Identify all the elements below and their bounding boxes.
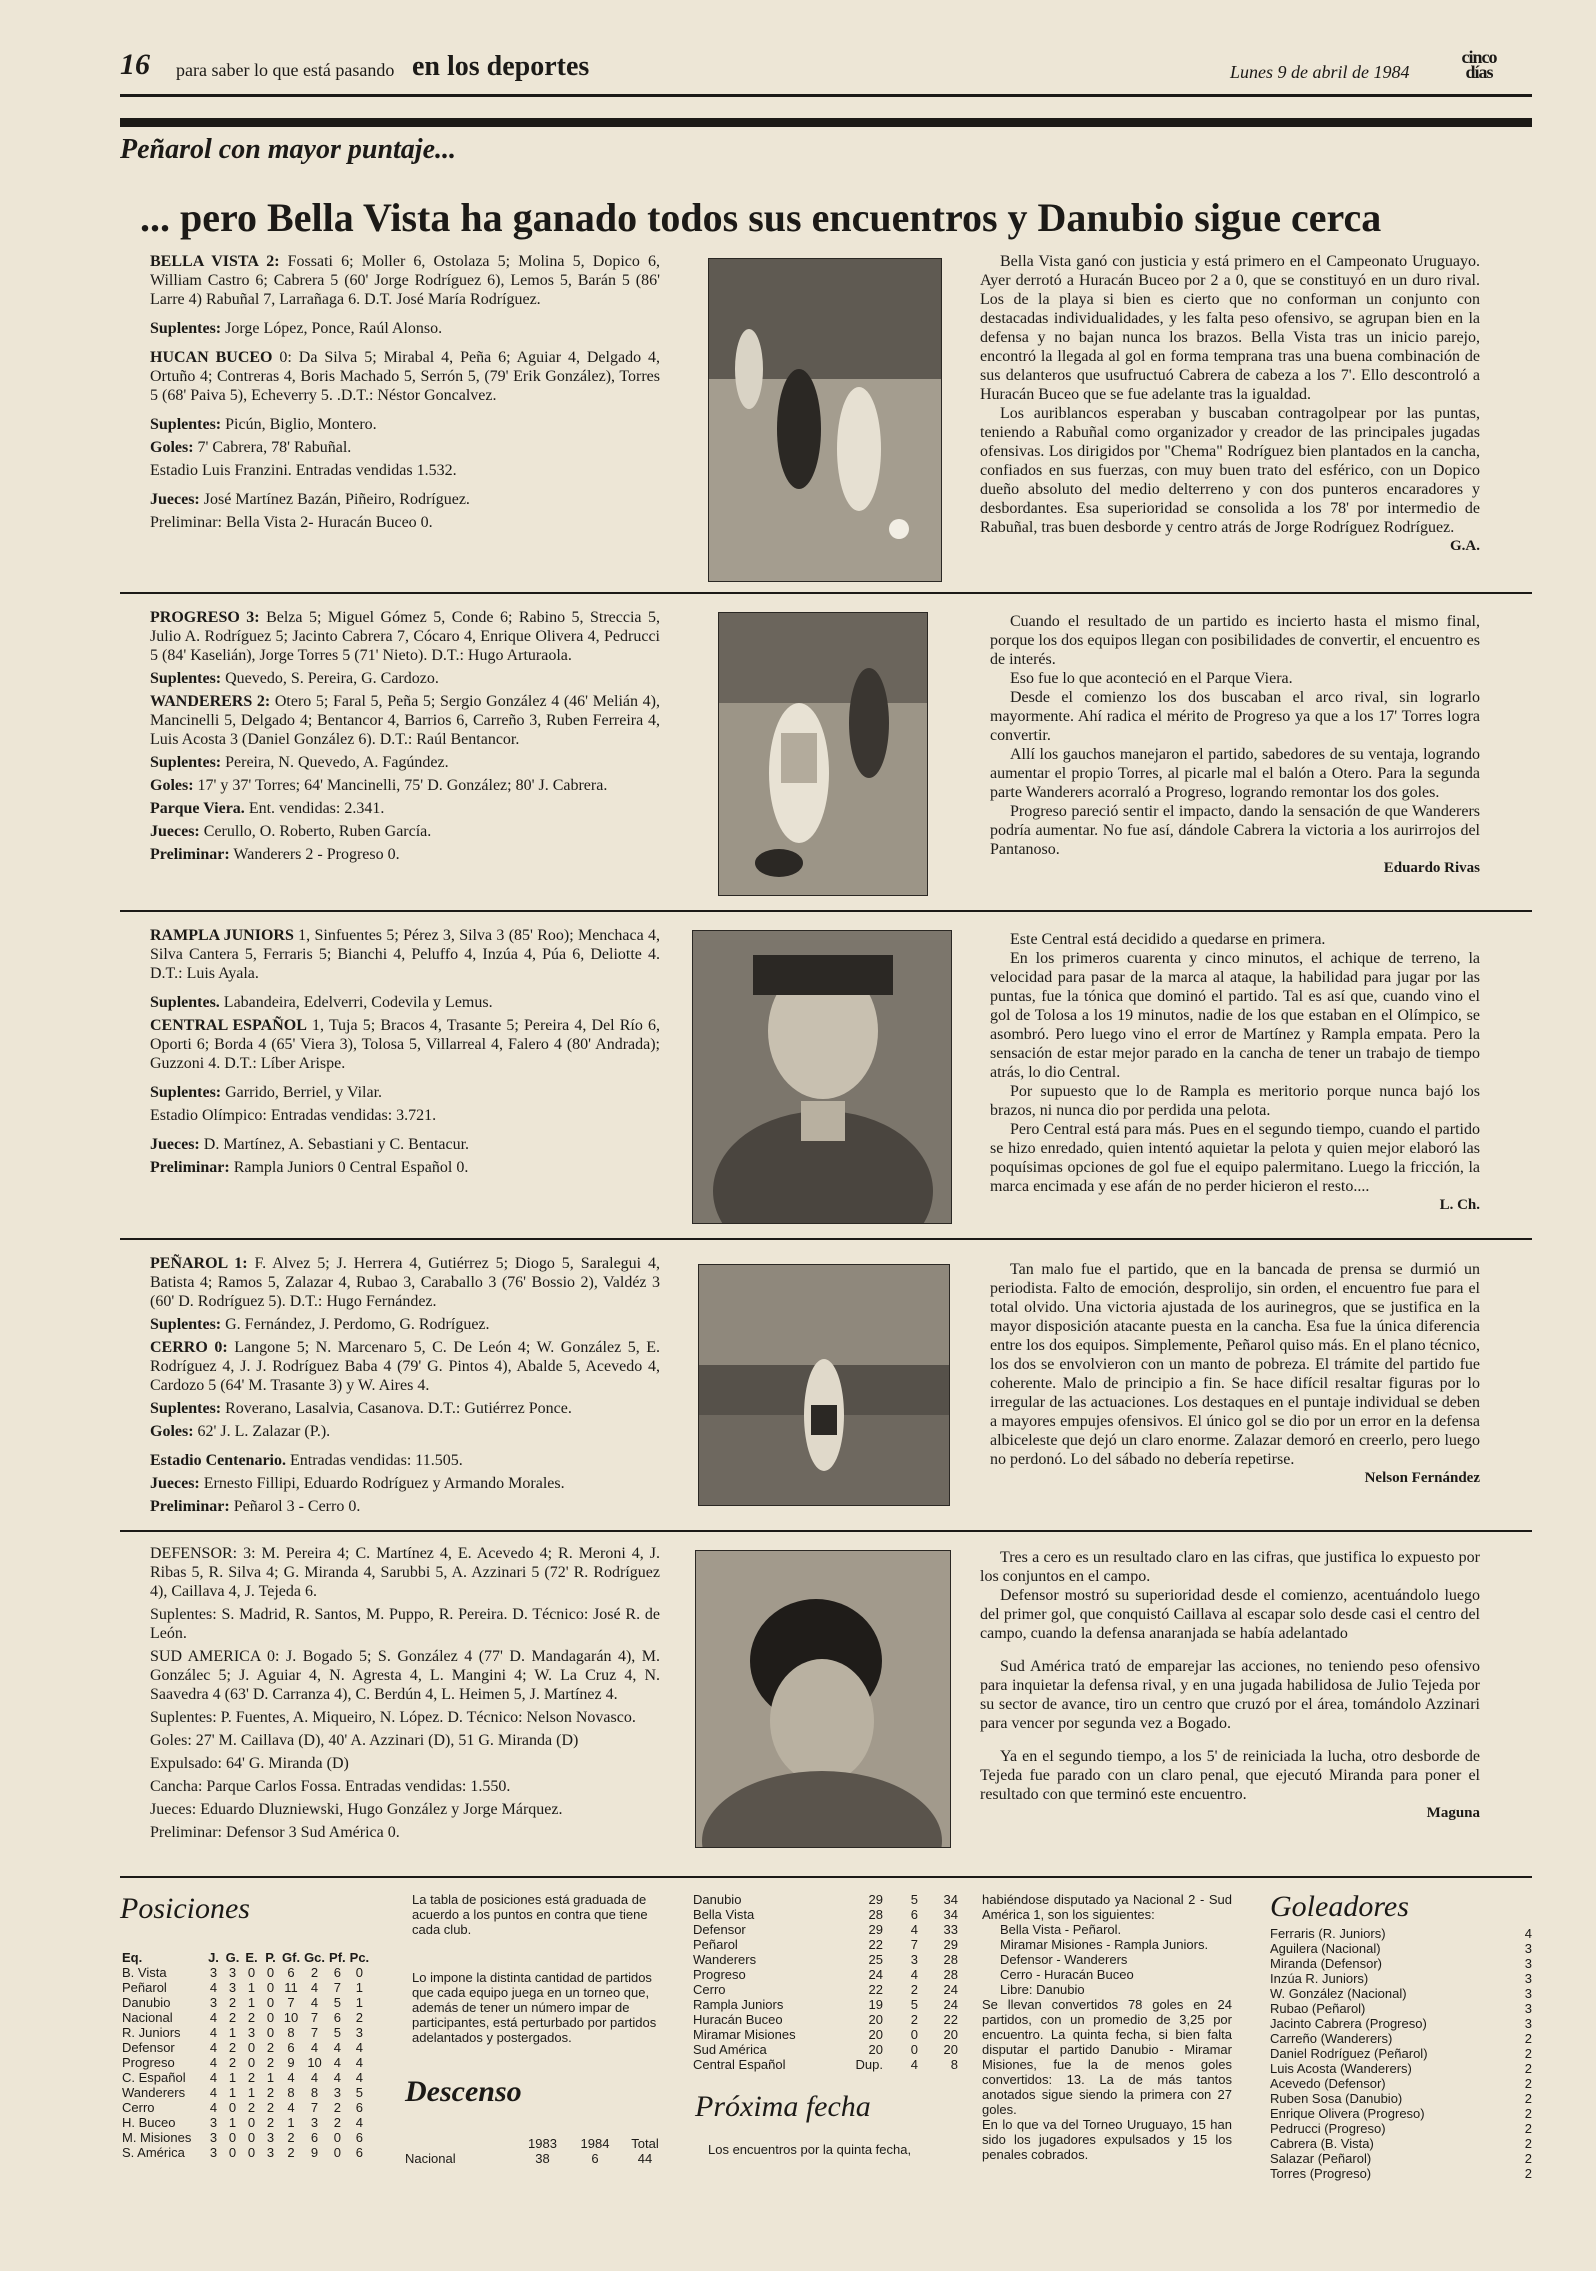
- lineup-line: Preliminar: Peñarol 3 - Cerro 0.: [150, 1498, 361, 1515]
- descenso-list-row: Cerro 22 2 24: [693, 1982, 958, 1997]
- match-photo-2: [718, 612, 928, 896]
- lineup-line: Jueces: Ernesto Fillipi, Eduardo Rodríguez y Armando Morales.: [150, 1475, 565, 1492]
- descenso-title: Descenso: [405, 2075, 522, 2108]
- story-paragraph: Tan malo fue el partido, que en la bancada de prensa se durmió un periodista. Falto de emoción, desprolijo, sin orden, el encuentro fue para el total olvido. Una victoria ajustada de los aurinegros, que se justifica en la mayor disposición atacante puesta en la cancha. Esa fue la única diferencia entre los dos equipos. Simplemente, Peñarol quiso más. En el plano técnico, los dos se envolvieron con un manto de pobreza. El trámite del partido fue coherente. Malo de principio a fin. Se hace difícil resaltar figuras por lo irregular de las actuaciones. Los destaques en el puntaje individual se deben a mayores empujes ofensivos. El único gol se dio por un error en la defensa albiceleste que dejó un claro enorme. Zalazar demoró en creerlo, pero luego no perdonó. Lo del sábado no debería repetirse.: [990, 1261, 1480, 1468]
- lineup-line: DEFENSOR: 3: M. Pereira 4; C. Martínez 4, E. Acevedo 4; R. Meroni 4, J. Ribas 5, R. Silva 4; G. Miranda 4, Sarubbi 5, A. Azzinari 5 (72' R. Rodríguez 4), Caillava 4, J. Tejeda 6.: [150, 1545, 660, 1600]
- byline: L. Ch.: [1439, 1197, 1480, 1213]
- section-divider: [120, 592, 1532, 594]
- lineup-line: Preliminar: Rampla Juniors 0 Central Español 0.: [150, 1159, 469, 1176]
- proxima-line: En lo que va del Torneo Uruguayo, 15 han sido los jugadores expulsados y 15 los penales cobrados.: [982, 2117, 1232, 2162]
- descenso-list-row: Bella Vista 28 6 34: [693, 1907, 958, 1922]
- story-paragraph: Tres a cero es un resultado claro en las cifras, que justifica lo expuesto por los conjuntos en el campo.: [980, 1549, 1480, 1585]
- story-paragraph: Este Central está decidido a quedarse en primera.: [1010, 931, 1326, 948]
- match-photo-5: [695, 1550, 951, 1848]
- scorer-row: Ruben Sosa (Danubio) 2: [1270, 2091, 1532, 2106]
- lineup-line: PROGRESO 3: Belza 5; Miguel Gómez 5, Conde 6; Rabino 5, Streccia 5, Julio A. Rodríguez 5; Jacinto Cabrera 7, Cócaro 4, Enrique Olivera 4, Pedrucci 5 (84' Kaselián), Jorge Torres 5 (71' Nieto). D.T.: Hugo Arturaola.: [150, 609, 660, 664]
- proxima-text: [982, 1892, 1232, 2162]
- match-photo-1: [708, 258, 942, 582]
- masthead-tagline: para saber lo que está pasando: [176, 60, 395, 80]
- lineup-line: Suplentes: Quevedo, S. Pereira, G. Cardozo.: [150, 670, 439, 687]
- descenso-list-row: Progreso 24 4 28: [693, 1967, 958, 1982]
- descenso-list-row: Rampla Juniors 19 5 24: [693, 1997, 958, 2012]
- scorer-row: Salazar (Peñarol) 2: [1270, 2151, 1532, 2166]
- story-paragraph: Los auriblancos esperaban y buscaban contragolpear por las puntas, teniendo a Rabuñal como organizador y creador de las principales jugadas ofensivas. Los dirigidos por "Chema" Rodríguez bien plantados en la cancha, confiados en sus fuerzas, con muy buen trato del esférico, con un Dopico dueño absoluto del medio delterreno y con dos punteros encaradores y desbordantes. Esa superioridad se consolida a los 78' por intermedio de Rabuñal, tras buen desborde y centro atrás de Jorge Rodríguez Rodríguez.: [980, 405, 1480, 536]
- standings-row: Wanderers 4 1 1 2 8 8 3 5: [122, 2085, 364, 2100]
- descenso-list-row: Miramar Misiones 20 0 20: [693, 2027, 958, 2042]
- section-divider: [120, 1876, 1532, 1878]
- lineup-line: Suplentes: Roverano, Lasalvia, Casanova. D.T.: Gutiérrez Ponce.: [150, 1400, 572, 1417]
- descenso-list-row: Central Español Dup. 4 8: [693, 2057, 958, 2072]
- standings-row: Progreso 4 2 0 2 9 10 4 4: [122, 2055, 364, 2070]
- lineup-line: Suplentes: Garrido, Berriel, y Vilar.: [150, 1084, 383, 1101]
- story-paragraph: En los primeros cuarenta y cinco minutos, el achique de terreno, la velocidad para pasar de la marca al ataque, la habilidad para jugar por las puntas, fue la tónica que dominó el partido. Tal es así que, cuando vino el gol de Tolosa a los 19 minutos, nadie de los que estaban en el Olímpico, se asombró. Pero luego vino el error de Martínez y Rampla empata. Pero la sensación de estar mejor parado en la cancha de tener un trabajo de tiempo atrás, lo dio Central.: [990, 950, 1480, 1081]
- standings-row: H. Buceo 3 1 0 2 1 3 2 4: [122, 2115, 364, 2130]
- lineup-match-2: [150, 608, 660, 868]
- lineup-line: HUCAN BUCEO 0: Da Silva 5; Mirabal 4, Peña 6; Aguiar 4, Delgado 4, Ortuño 4; Contreras 4, Boris Machado 5, Serrón 5, (79' Erik González), Torres 5 (68' Paiva 5), Echeverry 5. .D.T.: Néstor Goncalvez.: [150, 349, 661, 404]
- lineup-line: Goles: 27' M. Caillava (D), 40' A. Azzinari (D), 51 G. Miranda (D): [150, 1732, 579, 1749]
- lineup-line: Parque Viera. Ent. vendidas: 2.341.: [150, 800, 385, 817]
- story-paragraph: Bella Vista ganó con justicia y está primero en el Campeonato Uruguayo. Ayer derrotó a Huracán Buceo por 2 a 0, que se constituyó en un duro rival. Los de la playa si bien es cierto que no conforman un conjunto con destacadas individualidades, y les falta peso ofensivo, se agrupan bien en la defensa y no bajan nunca los brazos. Bella Vista tras un inicio parejo, encontró la llegada al gol en forma temprana tras una buena combinación de sus delanteros que usufructuó Cabrera de cabeza a los 7'. Ello descontroló a Huracán Buceo que se fue adelante tras la igualdad.: [980, 253, 1480, 403]
- story-paragraph: Eso fue lo que aconteció en el Parque Viera.: [1010, 670, 1293, 687]
- lineup-line: Suplentes: Pereira, N. Quevedo, A. Fagúndez.: [150, 754, 449, 771]
- top-rule: [120, 94, 1532, 97]
- lineup-line: Jueces: D. Martínez, A. Sebastiani y C. Bentacur.: [150, 1136, 470, 1153]
- lineup-line: Suplentes: Picún, Biglio, Montero.: [150, 416, 377, 433]
- standings-row: S. América 3 0 0 3 2 9 0 6: [122, 2145, 364, 2160]
- lineup-line: Goles: 62' J. L. Zalazar (P.).: [150, 1423, 331, 1440]
- match-photo-3: [692, 930, 952, 1224]
- proxima-line: Bella Vista - Peñarol.: [1000, 1922, 1122, 1937]
- scorer-row: Torres (Progreso) 2: [1270, 2166, 1532, 2181]
- proxima-line: Miramar Misiones - Rampla Juniors.: [1000, 1937, 1209, 1952]
- lineup-line: Suplentes: G. Fernández, J. Perdomo, G. Rodríguez.: [150, 1316, 490, 1333]
- byline: G.A.: [1450, 538, 1480, 554]
- lineup-line: Preliminar: Wanderers 2 - Progreso 0.: [150, 846, 400, 863]
- scorer-row: Ferraris (R. Juniors) 4: [1270, 1926, 1532, 1941]
- standings-row: R. Juniors 4 1 3 0 8 7 5 3: [122, 2025, 364, 2040]
- descenso-list-row: Sud América 20 0 20: [693, 2042, 958, 2057]
- standings-row: Peñarol 4 3 1 0 11 4 7 1: [122, 1980, 364, 1995]
- lineup-line: WANDERERS 2: Otero 5; Faral 5, Peña 5; Sergio González 4 (46' Melián 4), Mancinelli 5, Delgado 4; Bentancor 4, Barrios 6, Carreño 3, Ruben Ferreira 4, Luis Acosta 3 (Daniel González 6). D.T.: Raúl Bentancor.: [150, 693, 660, 748]
- newspaper-logo: cinco días: [1461, 47, 1497, 82]
- posiciones-note: La tabla de posiciones está graduada de acuerdo a los puntos en contra que tiene cada club.: [412, 1892, 648, 1937]
- story-paragraph: Allí los gauchos manejaron el partido, sabedores de su ventaja, logrando aumentar el propio Torres, al picarle mal el balón a Otero. Para la segunda parte Wanderers acorraló a Progreso, logrando remontar los dos goles.: [990, 746, 1480, 801]
- lineup-line: Suplentes: S. Madrid, R. Santos, M. Puppo, R. Pereira. D. Técnico: José R. de León.: [150, 1606, 660, 1642]
- standings-row: Nacional 4 2 2 0 10 7 6 2: [122, 2010, 364, 2025]
- section-divider: [120, 1530, 1532, 1532]
- lineup-line: Estadio Centenario. Entradas vendidas: 11.505.: [150, 1452, 463, 1469]
- story-match-2: [990, 612, 1480, 878]
- byline: Eduardo Rivas: [1383, 860, 1480, 876]
- lineup-line: Jueces: Eduardo Dluzniewski, Hugo González y Jorge Márquez.: [150, 1801, 563, 1818]
- story-match-4: [990, 1260, 1480, 1488]
- lineup-line: Expulsado: 64' G. Miranda (D): [150, 1755, 349, 1772]
- lineup-line: Goles: 7' Cabrera, 78' Rabuñal.: [150, 439, 352, 456]
- match-photo-4: [698, 1264, 950, 1506]
- descenso-list-row: Danubio 29 5 34: [693, 1892, 958, 1907]
- page-number: 16: [120, 48, 150, 81]
- descenso-list-row: Wanderers 25 3 28: [693, 1952, 958, 1967]
- standings-row: M. Misiones 3 0 0 3 2 6 0 6: [122, 2130, 364, 2145]
- lineup-match-4: [150, 1254, 660, 1520]
- goleadores-list: [1270, 1926, 1532, 2181]
- lineup-line: SUD AMERICA 0: J. Bogado 5; S. González 4 (77' D. Mandagarán 4), M. Gonzálec 5; J. Aguiar 4, N. Agresta 4, L. Mangini 4; W. La Cruz 4, N. Saavedra 4 (63' D. Carranza 4), C. Berdún 4, L. Heimen 5, J. Martínez 4.: [150, 1648, 660, 1703]
- story-paragraph: Defensor mostró su superioridad desde el comienzo, acentuándolo luego del primer gol, que conquistó Caillava al escapar solo desde casi el centro del campo, cuando la defensa anaranjada se había adelantado: [980, 1587, 1480, 1642]
- proxima-intro: Los encuentros por la quinta fecha,: [708, 2142, 912, 2157]
- story-paragraph: Sud América trató de emparejar las acciones, no teniendo peso ofensivo para inquietar la defensa rival, y en una jugada habilidosa de Julio Tejeda por su sector de avance, tiro un centro que cruzó por el área, tomándolo Azzinari para vencer por segunda vez a Bogado.: [980, 1658, 1480, 1732]
- standings-header: Eq. J. G. E. P. Gf. Gc. Pf. Pc.: [122, 1950, 370, 1965]
- lineup-line: Estadio Luis Franzini. Entradas vendidas 1.532.: [150, 462, 457, 479]
- lineup-line: RAMPLA JUNIORS 1, Sinfuentes 5; Pérez 3, Silva 3 (85' Roo); Menchaca 4, Silva Cantera 5, Ferraris 5; Bianchi 4, Peluffo 4, Inzúa 4, Púa 6, Deliotte 4. D.T.: Luis Ayala.: [150, 927, 661, 982]
- story-paragraph: Progreso pareció sentir el impacto, dando la sensación de que Wanderers podría aumentar. No fue así, dándole Cabrera la victoria a los aurirrojos del Pantanoso.: [990, 803, 1480, 858]
- scorer-row: W. González (Nacional) 3: [1270, 1986, 1532, 2001]
- story-paragraph: Pero Central está para más. Pues en el segundo tiempo, cuando el partido se hizo enredado, quien intentó aquietar la pelota y quien mejor elaboró las poquísimas opciones de gol fue el equipo palermitano. Luego la fricción, la marca encimada y ese afán de no perder hicieron el resto....: [990, 1121, 1480, 1195]
- scorer-row: Cabrera (B. Vista) 2: [1270, 2136, 1532, 2151]
- scorer-row: Daniel Rodríguez (Peñarol) 2: [1270, 2046, 1532, 2061]
- lineup-line: Jueces: José Martínez Bazán, Piñeiro, Rodríguez.: [150, 491, 470, 508]
- standings-row: B. Vista 3 3 0 0 6 2 6 0: [122, 1965, 364, 1980]
- kicker: Peñarol con mayor puntaje...: [120, 134, 457, 165]
- proxima-line: Se llevan convertidos 78 goles en 24 partidos, con un promedio de 3,25 por encuentro. La quinta fecha, si bien falta disputar el partido Danubio - Miramar Misiones, fue la de menos goles convertidos: 13. La de más tantos anotados sigue siendo la primera con 27 goles.: [982, 1997, 1232, 2117]
- lineup-line: Jueces: Cerullo, O. Roberto, Ruben García.: [150, 823, 432, 840]
- thick-rule: [120, 118, 1532, 127]
- issue-date: Lunes 9 de abril de 1984: [1230, 62, 1410, 82]
- lineup-match-5: [150, 1544, 660, 1846]
- goleadores-title: Goleadores: [1270, 1890, 1409, 1923]
- lineup-line: Suplentes: Jorge López, Ponce, Raúl Alonso.: [150, 320, 443, 337]
- proxima-line: habiéndose disputado ya Nacional 2 - Sud América 1, son los siguientes:: [982, 1892, 1232, 1922]
- story-paragraph: Ya en el segundo tiempo, a los 5' de reiniciada la lucha, otro desborde de Tejeda fue parado con un claro penal, que ejecutó Miranda para poner el resultado con que terminó este encuentro.: [980, 1748, 1480, 1803]
- section-title: en los deportes: [412, 51, 590, 82]
- scorer-row: Luis Acosta (Wanderers) 2: [1270, 2061, 1532, 2076]
- story-paragraph: Cuando el resultado de un partido es incierto hasta el mismo final, porque los dos equipos llegan con posibilidades de convertir, el encuentro es de interés.: [990, 613, 1480, 668]
- standings-row: Defensor 4 2 0 2 6 4 4 4: [122, 2040, 364, 2055]
- scorer-row: Enrique Olivera (Progreso) 2: [1270, 2106, 1532, 2121]
- lineup-line: Cancha: Parque Carlos Fossa. Entradas vendidas: 1.550.: [150, 1778, 511, 1795]
- descenso-header: 1983 1984 Total Nacional 38 6 44: [405, 2136, 670, 2166]
- scorer-row: Inzúa R. Juniors) 3: [1270, 1971, 1532, 1986]
- scorer-row: Jacinto Cabrera (Progreso) 3: [1270, 2016, 1532, 2031]
- story-paragraph: Por supuesto que lo de Rampla es meritorio porque nunca bajó los brazos, ni nunca dio por perdida una pelota.: [990, 1083, 1480, 1119]
- standings-row: C. Español 4 1 2 1 4 4 4 4: [122, 2070, 364, 2085]
- proxima-line: Defensor - Wanderers: [1000, 1952, 1128, 1967]
- lineup-match-1: [150, 252, 660, 536]
- descenso-list-row: Huracán Buceo 20 2 22: [693, 2012, 958, 2027]
- standings-row: Danubio 3 2 1 0 7 4 5 1: [122, 1995, 364, 2010]
- descenso-row: Nacional 38 6 44: [405, 2151, 653, 2166]
- scorer-row: Acevedo (Defensor) 2: [1270, 2076, 1532, 2091]
- proxima-line: Cerro - Huracán Buceo: [1000, 1967, 1134, 1982]
- descenso-list-row: Defensor 29 4 33: [693, 1922, 958, 1937]
- posiciones-title: Posiciones: [120, 1892, 250, 1925]
- lineup-line: CENTRAL ESPAÑOL 1, Tuja 5; Bracos 4, Trasante 5; Pereira 4, Del Río 6, Oporti 6; Borda 4 (65' Viera 3), Tolosa 5, Villarreal 4, Falero 4 (80' Andrada); Guzzoni 4. D.T.: Líber Arispe.: [150, 1017, 661, 1072]
- standings-table: [120, 1950, 371, 2160]
- section-divider: [120, 1238, 1532, 1240]
- lineup-line: BELLA VISTA 2: Fossati 6; Moller 6, Ostolaza 5; Molina 5, Dopico 6, William Castro 6; Cabrera 5 (60' Jorge Rodríguez 6), Lemos 5, Barán 5 (86' Larre 4) Rabuñal 7, Larrañaga 6. D.T. José María Rodríguez.: [150, 253, 660, 308]
- proxima-title: Próxima fecha: [695, 2090, 871, 2123]
- descenso-list: [693, 1892, 963, 2072]
- lineup-line: CERRO 0: Langone 5; N. Marcenaro 5, C. De León 4; W. González 5, E. Rodríguez 4, J. J. Rodríguez Baba 4 (79' G. Pintos 4), Abalde 5, Acevedo 4, Cardozo 5 (64' M. Trasante 3) y W. Aires 4.: [150, 1339, 661, 1394]
- byline: Maguna: [1426, 1805, 1480, 1821]
- lineup-line: Goles: 17' y 37' Torres; 64' Mancinelli, 75' D. González; 80' J. Cabrera.: [150, 777, 608, 794]
- story-match-3: [990, 930, 1480, 1215]
- lineup-line: Suplentes: P. Fuentes, A. Miqueiro, N. López. D. Técnico: Nelson Novasco.: [150, 1709, 636, 1726]
- scorer-row: Aguilera (Nacional) 3: [1270, 1941, 1532, 1956]
- posiciones-note-2: Lo impone la distinta cantidad de partidos que cada equipo juega en un torneo que, además de tener un número impar de participantes, está perturbado por partidos adelantados y postergados.: [412, 1970, 657, 2045]
- lineup-line: Suplentes. Labandeira, Edelverri, Codevila y Lemus.: [150, 994, 493, 1011]
- scorer-row: Rubao (Peñarol) 3: [1270, 2001, 1532, 2016]
- story-paragraph: Desde el comienzo los dos buscaban el arco rival, sin lograrlo mayormente. Ahí radica el mérito de Progreso ya que a los 17' Torres logra convertir.: [990, 689, 1480, 744]
- lineup-line: PEÑAROL 1: F. Alvez 5; J. Herrera 4, Gutiérrez 5; Diogo 5, Saralegui 4, Batista 4; Ramos 5, Zalazar 4, Rubao 3, Caraballo 3 (76' Bossio 2), Valdéz 3 (60' D. Rodríguez 5). D.T.: Hugo Fernández.: [150, 1255, 661, 1310]
- descenso-list-row: Peñarol 22 7 29: [693, 1937, 958, 1952]
- scorer-row: Pedrucci (Progreso) 2: [1270, 2121, 1532, 2136]
- story-match-1: [980, 252, 1480, 556]
- main-headline: ... pero Bella Vista ha ganado todos sus encuentros y Danubio sigue cerca: [140, 195, 1382, 240]
- scorer-row: Miranda (Defensor) 3: [1270, 1956, 1532, 1971]
- lineup-line: Estadio Olímpico: Entradas vendidas: 3.721.: [150, 1107, 437, 1124]
- proxima-line: Libre: Danubio: [1000, 1982, 1085, 1997]
- lineup-line: Preliminar: Bella Vista 2- Huracán Buceo 0.: [150, 514, 433, 531]
- standings-row: Cerro 4 0 2 2 4 7 2 6: [122, 2100, 364, 2115]
- byline: Nelson Fernández: [1364, 1470, 1480, 1486]
- section-divider: [120, 910, 1532, 912]
- story-match-5: [980, 1548, 1480, 1823]
- masthead: [120, 48, 1510, 88]
- lineup-match-3: [150, 926, 660, 1181]
- scorer-row: Carreño (Wanderers) 2: [1270, 2031, 1532, 2046]
- lineup-line: Preliminar: Defensor 3 Sud América 0.: [150, 1824, 400, 1841]
